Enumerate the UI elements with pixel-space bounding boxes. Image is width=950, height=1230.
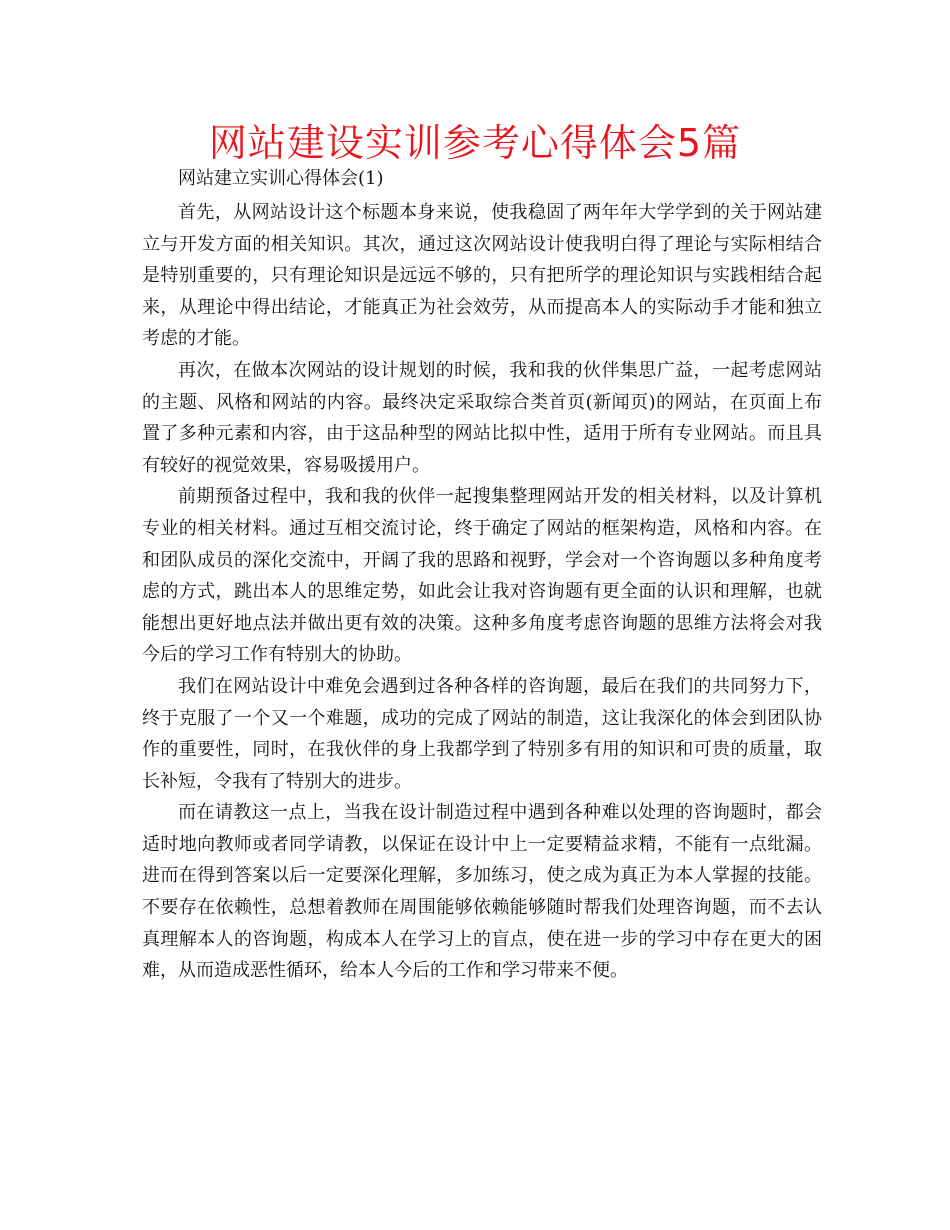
paragraph-5: 而在请教这一点上，当我在设计制造过程中遇到各种难以处理的咨询题时，都会适时地向教师或者同学请教，以保证在设计中上一定要精益求精，不能有一点纰漏。进而在得到答案以后一定要深化理解，多加练习，使之成为真正为本人掌握的技能。不要存在依赖性，总想着教师在周围能够依赖能够随时帮我们处理咨询题，而不去认真理解本人的咨询题，构成本人在学习上的盲点，使在进一步的学习中存在更大的困难，从而造成恶性循环，给本人今后的工作和学习带来不便。 — [142, 802, 822, 982]
paragraph-4: 我们在网站设计中难免会遇到过各种各样的咨询题，最后在我们的共同努力下，终于克服了一个又一个难题，成功的完成了网站的制造，这让我深化的体会到团队协作的重要性，同时，在我伙伴的身上我都学到了特别多有用的知识和可贵的质量，取长补短，令我有了特别大的进步。 — [142, 675, 822, 792]
document-body — [142, 165, 822, 987]
paragraph-2: 再次，在做本次网站的设计规划的时候，我和我的伙伴集思广益，一起考虑网站的主题、风格和网站的内容。最终决定采取综合类首页(新闻页)的网站，在页面上布置了多种元素和内容，由于这品种型的网站比拟中性，适用于所有专业网站。而且具有较好的视觉效果，容易吸援用户。 — [142, 359, 822, 476]
document-title: 网站建设实训参考心得体会5篇 — [208, 121, 742, 165]
paragraph-3: 前期预备过程中，我和我的伙伴一起搜集整理网站开发的相关材料，以及计算机专业的相关材料。通过互相交流讨论，终于确定了网站的框架构造，风格和内容。在和团队成员的深化交流中，开阔了我的思路和视野，学会对一个咨询题以多种角度考虑的方式，跳出本人的思维定势，如此会让我对咨询题有更全面的认识和理解，也就能想出更好地点法并做出更有效的决策。这种多角度考虑咨询题的思维方法将会对我今后的学习工作有特别大的协助。 — [142, 486, 822, 666]
paragraph-1: 首先，从网站设计这个标题本身来说，使我稳固了两年年大学学到的关于网站建立与开发方面的相关知识。其次，通过这次网站设计使我明白得了理论与实际相结合是特别重要的，只有理论知识是远远不够的，只有把所学的理论知识与实践相结合起来，从理论中得出结论，才能真正为社会效劳，从而提高本人的实际动手才能和独立考虑的才能。 — [142, 202, 822, 350]
section-subtitle: 网站建立实训心得体会(1) — [178, 168, 384, 189]
